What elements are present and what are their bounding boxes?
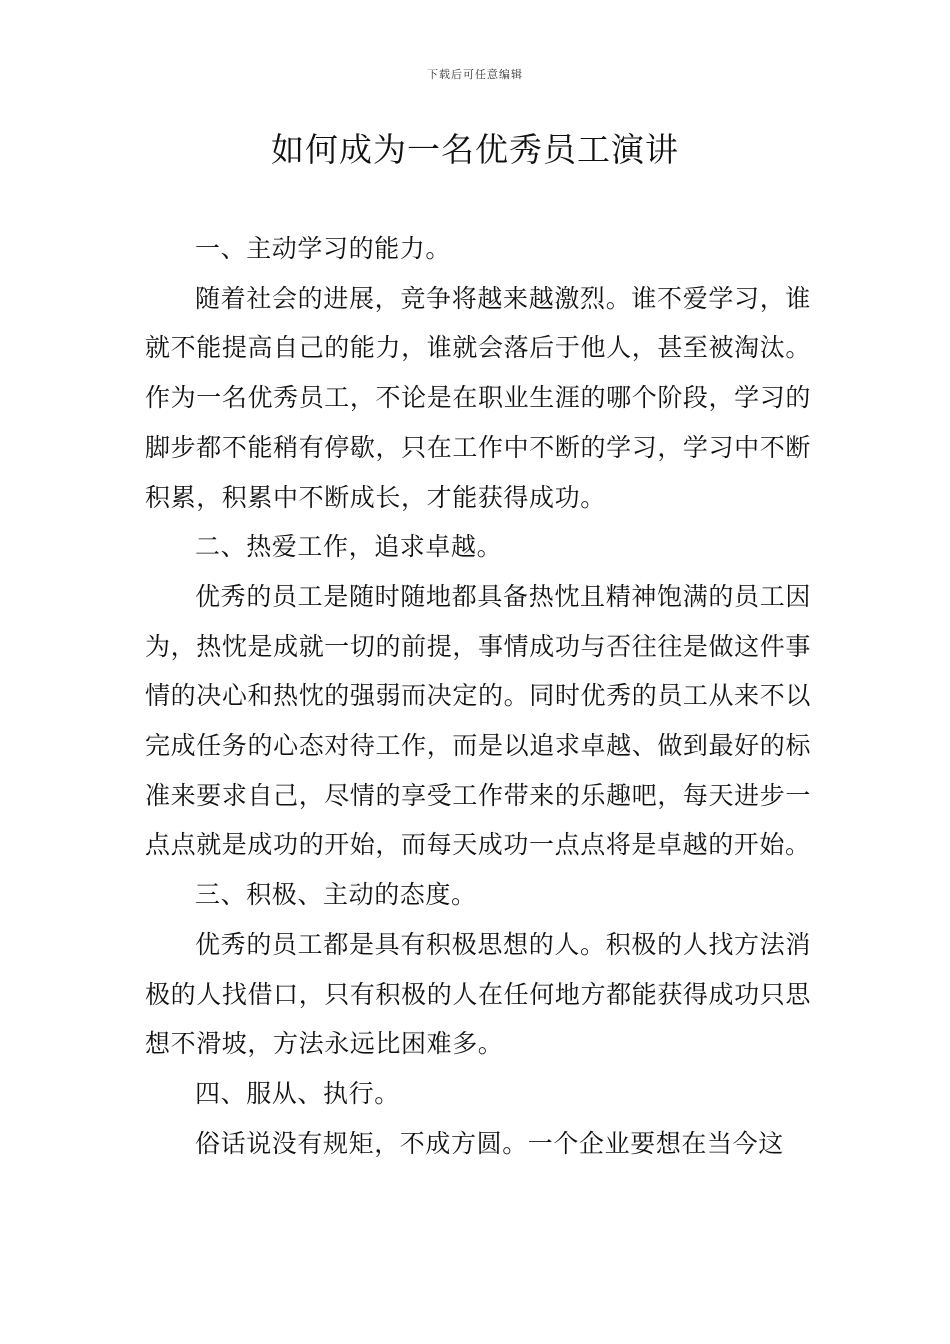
- section-heading-2: 二、热爱工作，追求卓越。: [195, 532, 503, 562]
- paragraph-3: 优秀的员工都是具有积极思想的人。积极的人找方法消极的人找借口，只有积极的人在任何地方都能获得成功只思想不滑坡，方法永远比困难多。: [145, 929, 811, 1059]
- header-note: 下载后可任意编辑: [427, 68, 523, 81]
- document-body: [145, 224, 811, 1168]
- section-heading-3: 三、积极、主动的态度。: [195, 880, 477, 910]
- paragraph-4: 俗话说没有规矩，不成方圆。一个企业要想在当今这: [195, 1128, 784, 1158]
- section-heading-4: 四、服从、执行。: [195, 1078, 400, 1108]
- section-heading-1: 一、主动学习的能力。: [195, 234, 452, 263]
- paragraph-1: 随着社会的进展，竞争将越来越激烈。谁不爱学习，谁就不能提高自己的能力，谁就会落后于他人，甚至被淘汰。作为一名优秀员工，不论是在职业生涯的哪个阶段，学习的脚步都不能稍有停歇，只在工作中不断的学习，学习中不断积累，积累中不断成长，才能获得成功。: [145, 283, 811, 512]
- document-title: 如何成为一名优秀员工演讲: [271, 130, 679, 169]
- paragraph-2: 优秀的员工是随时随地都具备热忱且精神饱满的员工因为，热忱是成就一切的前提，事情成功与否往往是做这件事情的决心和热忱的强弱而决定的。同时优秀的员工从来不以完成任务的心态对待工作，而是以追求卓越、做到最好的标准来要求自己，尽情的享受工作带来的乐趣吧，每天进步一点点就是成功的开始，而每天成功一点点将是卓越的开始。: [145, 581, 811, 860]
